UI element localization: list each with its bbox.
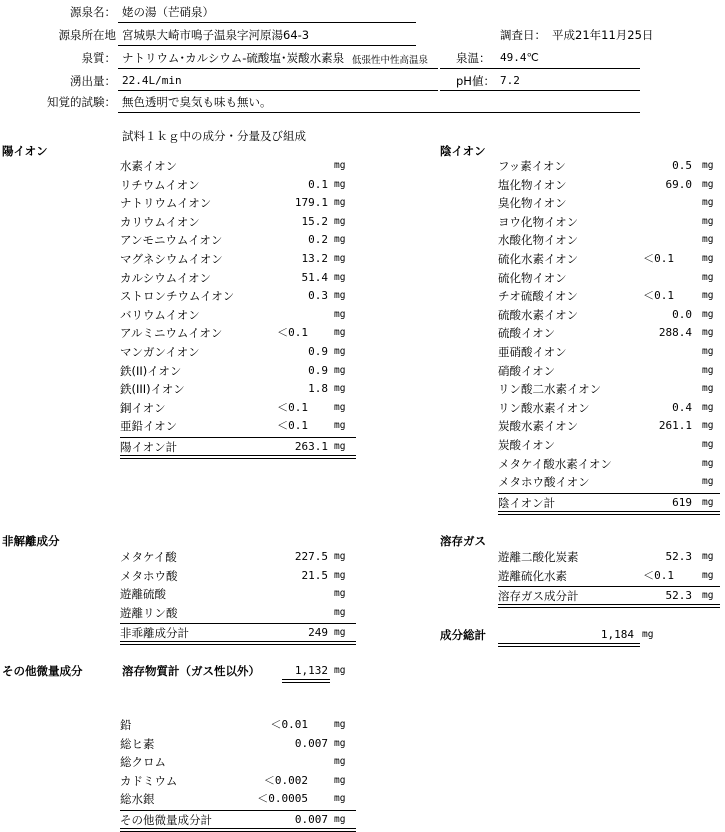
table-row: [120, 567, 356, 585]
component-name: リン酸水素イオン: [498, 400, 590, 415]
component-name: 鉄(II)イオン: [120, 363, 182, 378]
table-row: [120, 399, 356, 417]
unit-label: mg: [702, 253, 714, 264]
flow-value: 22.4L/min: [122, 74, 182, 87]
dissolved-value: 1,132: [294, 664, 328, 677]
unit-label: mg: [702, 439, 714, 450]
component-name: 硫化物イオン: [498, 270, 567, 285]
table-row: [498, 455, 720, 473]
less-than-value: ＜0.1: [643, 568, 674, 582]
component-name: カリウムイオン: [120, 214, 200, 229]
component-name: カルシウムイオン: [120, 270, 212, 285]
table-row: [498, 417, 720, 435]
component-name: 遊離リン酸: [120, 605, 178, 620]
unit-label: mg: [334, 627, 346, 639]
component-name: カドミウム: [120, 773, 178, 788]
table-row: [498, 548, 720, 566]
component-name: 塩化物イオン: [498, 177, 567, 192]
component-name: リン酸二水素イオン: [498, 382, 602, 397]
table-row: [498, 176, 720, 194]
unit-label: mg: [334, 401, 346, 413]
component-value: 51.4: [301, 270, 328, 284]
unit-label: mg: [702, 327, 714, 339]
table-row: [120, 176, 356, 194]
component-name: マグネシウムイオン: [120, 252, 223, 266]
component-name: 鉛: [120, 718, 132, 732]
total-name: 陽イオン計: [120, 440, 178, 454]
unit-label: mg: [702, 569, 714, 581]
divider: [440, 90, 640, 91]
component-name: ナトリウムイオン: [120, 196, 212, 211]
component-name: 臭化物イオン: [498, 196, 567, 211]
table-row: [120, 250, 356, 268]
component-name: 炭酸イオン: [498, 438, 556, 452]
less-than-value: ＜0.1: [643, 252, 674, 265]
component-value: 288.4: [658, 326, 692, 340]
total-row: [120, 811, 356, 829]
source-name-value: 姥の湯（芒硝泉）: [122, 5, 214, 19]
unit-label: mg: [334, 178, 346, 190]
table-row: [498, 324, 720, 342]
unit-label: mg: [334, 420, 346, 432]
table-row: [498, 194, 720, 212]
table-row: [120, 735, 356, 753]
component-name: 亜鉛イオン: [120, 419, 178, 434]
unit-label: mg: [334, 160, 346, 171]
table-row: [498, 287, 720, 305]
total-value: 619: [672, 495, 692, 509]
component-value: 0.9: [308, 363, 328, 377]
component-name: フッ素イオン: [498, 159, 566, 173]
component-value: 13.2: [301, 252, 328, 265]
unit-label: mg: [702, 590, 714, 602]
unit-label: mg: [334, 719, 346, 730]
component-name: メタケイ酸: [120, 550, 177, 564]
less-than-value: ＜0.1: [277, 419, 308, 433]
unit-label: mg: [702, 290, 714, 302]
unit-label: mg: [702, 496, 714, 508]
total-double-underline: [120, 828, 356, 832]
dissolved-underline: [282, 679, 330, 683]
total-row: [498, 494, 720, 512]
total-name: 非乖離成分計: [120, 626, 189, 641]
table-row: [120, 269, 356, 287]
table-row: [120, 790, 356, 808]
grand-total-value: 1,184: [600, 628, 634, 641]
spring-quality-label: 泉質：: [81, 51, 116, 65]
unit-label: mg: [334, 364, 346, 376]
component-value: 179.1: [294, 196, 328, 210]
gases-title: 溶存ガス: [440, 534, 486, 548]
table-row: [120, 753, 356, 771]
unit-label: mg: [702, 346, 714, 357]
component-name: バリウムイオン: [120, 307, 200, 322]
undissociated-title: 非解離成分: [2, 534, 60, 548]
unit-label: mg: [702, 160, 714, 171]
component-value: 227.5: [294, 550, 328, 563]
unit-label: mg: [702, 215, 714, 227]
survey-date-value: 平成21年11月25日: [552, 28, 654, 42]
unit-label: mg: [702, 383, 714, 395]
survey-date-label: 調査日：: [500, 28, 546, 42]
component-value: 0.5: [672, 159, 692, 172]
component-name: 総ヒ素: [120, 736, 155, 751]
table-row: [498, 380, 720, 398]
component-name: 総クロム: [120, 755, 166, 770]
table-row: [498, 157, 720, 175]
table-row: [498, 306, 720, 324]
component-name: アンモニウムイオン: [120, 233, 223, 248]
cations-title: 陽イオン: [2, 144, 48, 158]
ph-label: pH値：: [456, 74, 495, 88]
unit-label: mg: [702, 476, 714, 488]
total-double-underline: [120, 455, 356, 459]
table-row: [498, 473, 720, 491]
unit-label: mg: [334, 441, 346, 452]
unit-label: mg: [334, 756, 346, 768]
total-row: [120, 438, 356, 456]
unit-label: mg: [334, 737, 346, 749]
total-value: 263.1: [294, 440, 328, 453]
component-name: 硫酸水素イオン: [498, 307, 579, 322]
grand-total-label: 成分総計: [440, 628, 486, 642]
divider: [118, 68, 438, 69]
divider: [118, 112, 640, 113]
unit-label: mg: [334, 606, 346, 618]
table-row: [498, 213, 720, 231]
less-than-value: ＜0.1: [277, 326, 308, 340]
less-than-value: ＜0.002: [263, 773, 308, 787]
divider: [440, 68, 640, 69]
component-value: 69.0: [665, 177, 692, 191]
table-row: [120, 213, 356, 231]
unit-label: mg: [334, 234, 346, 246]
component-name: 鉄(III)イオン: [120, 382, 185, 397]
less-than-value: ＜0.01: [270, 718, 308, 731]
dissolved-unit: mg: [334, 665, 346, 676]
component-name: 総水銀: [120, 792, 155, 807]
flow-label: 湧出量：: [70, 74, 116, 88]
unit-label: mg: [334, 197, 346, 209]
unit-label: mg: [334, 308, 346, 320]
divider: [118, 45, 416, 46]
unit-label: mg: [334, 253, 346, 264]
table-row: [498, 250, 720, 268]
component-name: ストロンチウムイオン: [120, 289, 235, 304]
unit-label: mg: [334, 588, 346, 600]
table-row: [120, 585, 356, 603]
table-row: [120, 324, 356, 342]
grand-total-unit: mg: [642, 629, 654, 640]
total-name: 溶存ガス成分計: [498, 589, 579, 604]
unit-label: mg: [702, 234, 714, 246]
trace-title: その他微量成分: [2, 664, 83, 678]
component-name: メタケイ酸水素イオン: [498, 456, 612, 471]
component-name: 炭酸水素イオン: [498, 419, 579, 434]
location-label: 源泉所在地: [58, 28, 116, 42]
table-row: [120, 194, 356, 212]
component-name: リチウムイオン: [120, 177, 200, 192]
unit-label: mg: [702, 178, 714, 190]
component-name: 銅イオン: [120, 400, 166, 415]
component-value: 0.4: [672, 400, 692, 414]
subtitle: 試料１ｋｇ中の成分・分量及び組成: [122, 129, 306, 143]
table-row: [120, 362, 356, 380]
sensory-label: 知覚的試験：: [47, 95, 116, 109]
table-row: [120, 604, 356, 622]
table-row: [120, 417, 356, 435]
component-name: アルミニウムイオン: [120, 326, 223, 341]
component-value: 15.2: [301, 214, 328, 228]
unit-label: mg: [702, 420, 714, 432]
grand-total-underline: [498, 643, 640, 647]
component-value: 0.3: [308, 289, 328, 303]
unit-label: mg: [702, 457, 714, 469]
table-row: [120, 548, 356, 566]
unit-label: mg: [334, 383, 346, 395]
unit-label: mg: [702, 271, 714, 283]
component-name: 亜硝酸イオン: [498, 345, 567, 359]
total-name: 陰イオン計: [498, 495, 556, 510]
unit-label: mg: [702, 308, 714, 320]
component-value: 0.007: [294, 736, 328, 750]
table-row: [120, 231, 356, 249]
table-row: [498, 436, 720, 454]
total-value: 0.007: [294, 813, 328, 826]
divider: [118, 90, 438, 91]
total-row: [120, 624, 356, 642]
unit-label: mg: [334, 346, 346, 357]
unit-label: mg: [334, 569, 346, 581]
total-double-underline: [120, 641, 356, 645]
unit-label: mg: [702, 401, 714, 413]
total-double-underline: [498, 604, 720, 608]
table-row: [498, 399, 720, 417]
table-row: [120, 716, 356, 734]
less-than-value: ＜0.1: [643, 289, 674, 303]
component-value: 0.1: [308, 177, 328, 191]
spring-quality-value: ナトリウム･カルシウム-硫酸塩･炭酸水素泉: [122, 51, 345, 65]
table-row: [498, 231, 720, 249]
component-name: 遊離硫化水素: [498, 568, 567, 583]
anions-title: 陰イオン: [440, 144, 486, 158]
unit-label: mg: [702, 197, 714, 209]
table-row: [120, 772, 356, 790]
component-value: 0.2: [308, 233, 328, 247]
spring-temp-label: 泉温：: [456, 51, 491, 65]
table-row: [120, 287, 356, 305]
unit-label: mg: [702, 551, 714, 562]
table-row: [120, 343, 356, 361]
total-double-underline: [498, 511, 720, 515]
spring-temp-value: 49.4℃: [500, 51, 539, 64]
component-value: 52.3: [665, 550, 692, 563]
less-than-value: ＜0.0005: [257, 792, 308, 806]
unit-label: mg: [334, 551, 346, 562]
component-name: ヨウ化物イオン: [498, 214, 579, 229]
divider: [118, 22, 416, 23]
component-name: 硝酸イオン: [498, 363, 556, 378]
table-row: [498, 343, 720, 361]
component-value: 21.5: [301, 568, 328, 582]
component-name: メタホウ酸イオン: [498, 475, 590, 490]
source-name-label: 源泉名：: [70, 5, 116, 19]
component-name: 遊離硫酸: [120, 587, 166, 602]
table-row: [120, 306, 356, 324]
unit-label: mg: [334, 215, 346, 227]
spring-quality-note: 低張性中性高温泉: [352, 55, 429, 66]
component-value: 261.1: [658, 419, 692, 433]
component-name: 水酸化物イオン: [498, 233, 579, 248]
component-value: 1.8: [308, 382, 328, 396]
unit-label: mg: [334, 290, 346, 302]
table-row: [498, 269, 720, 287]
unit-label: mg: [334, 774, 346, 786]
dissolved-label: 溶存物質計（ガス性以外）: [122, 664, 260, 678]
component-name: 水素イオン: [120, 159, 178, 173]
table-row: [498, 362, 720, 380]
unit-label: mg: [334, 814, 346, 825]
total-value: 249: [308, 626, 328, 640]
component-name: 硫化水素イオン: [498, 252, 579, 266]
component-name: マンガンイオン: [120, 345, 200, 359]
total-row: [498, 587, 720, 605]
table-row: [498, 567, 720, 585]
unit-label: mg: [334, 327, 346, 339]
ph-value: 7.2: [500, 74, 520, 87]
less-than-value: ＜0.1: [277, 400, 308, 414]
component-name: メタホウ酸: [120, 568, 178, 583]
table-row: [120, 380, 356, 398]
component-value: 0.0: [672, 307, 692, 321]
component-name: チオ硫酸イオン: [498, 289, 578, 304]
table-row: [120, 157, 356, 175]
total-value: 52.3: [665, 589, 692, 603]
unit-label: mg: [702, 364, 714, 376]
location-value: 宮城県大崎市鳴子温泉字河原湯64-3: [122, 28, 310, 42]
unit-label: mg: [334, 271, 346, 283]
sensory-value: 無色透明で臭気も味も無い。: [122, 95, 272, 109]
component-name: 硫酸イオン: [498, 326, 556, 341]
component-value: 0.9: [308, 345, 328, 358]
total-name: その他微量成分計: [120, 813, 212, 827]
component-name: 遊離二酸化炭素: [498, 550, 579, 564]
unit-label: mg: [334, 793, 346, 805]
